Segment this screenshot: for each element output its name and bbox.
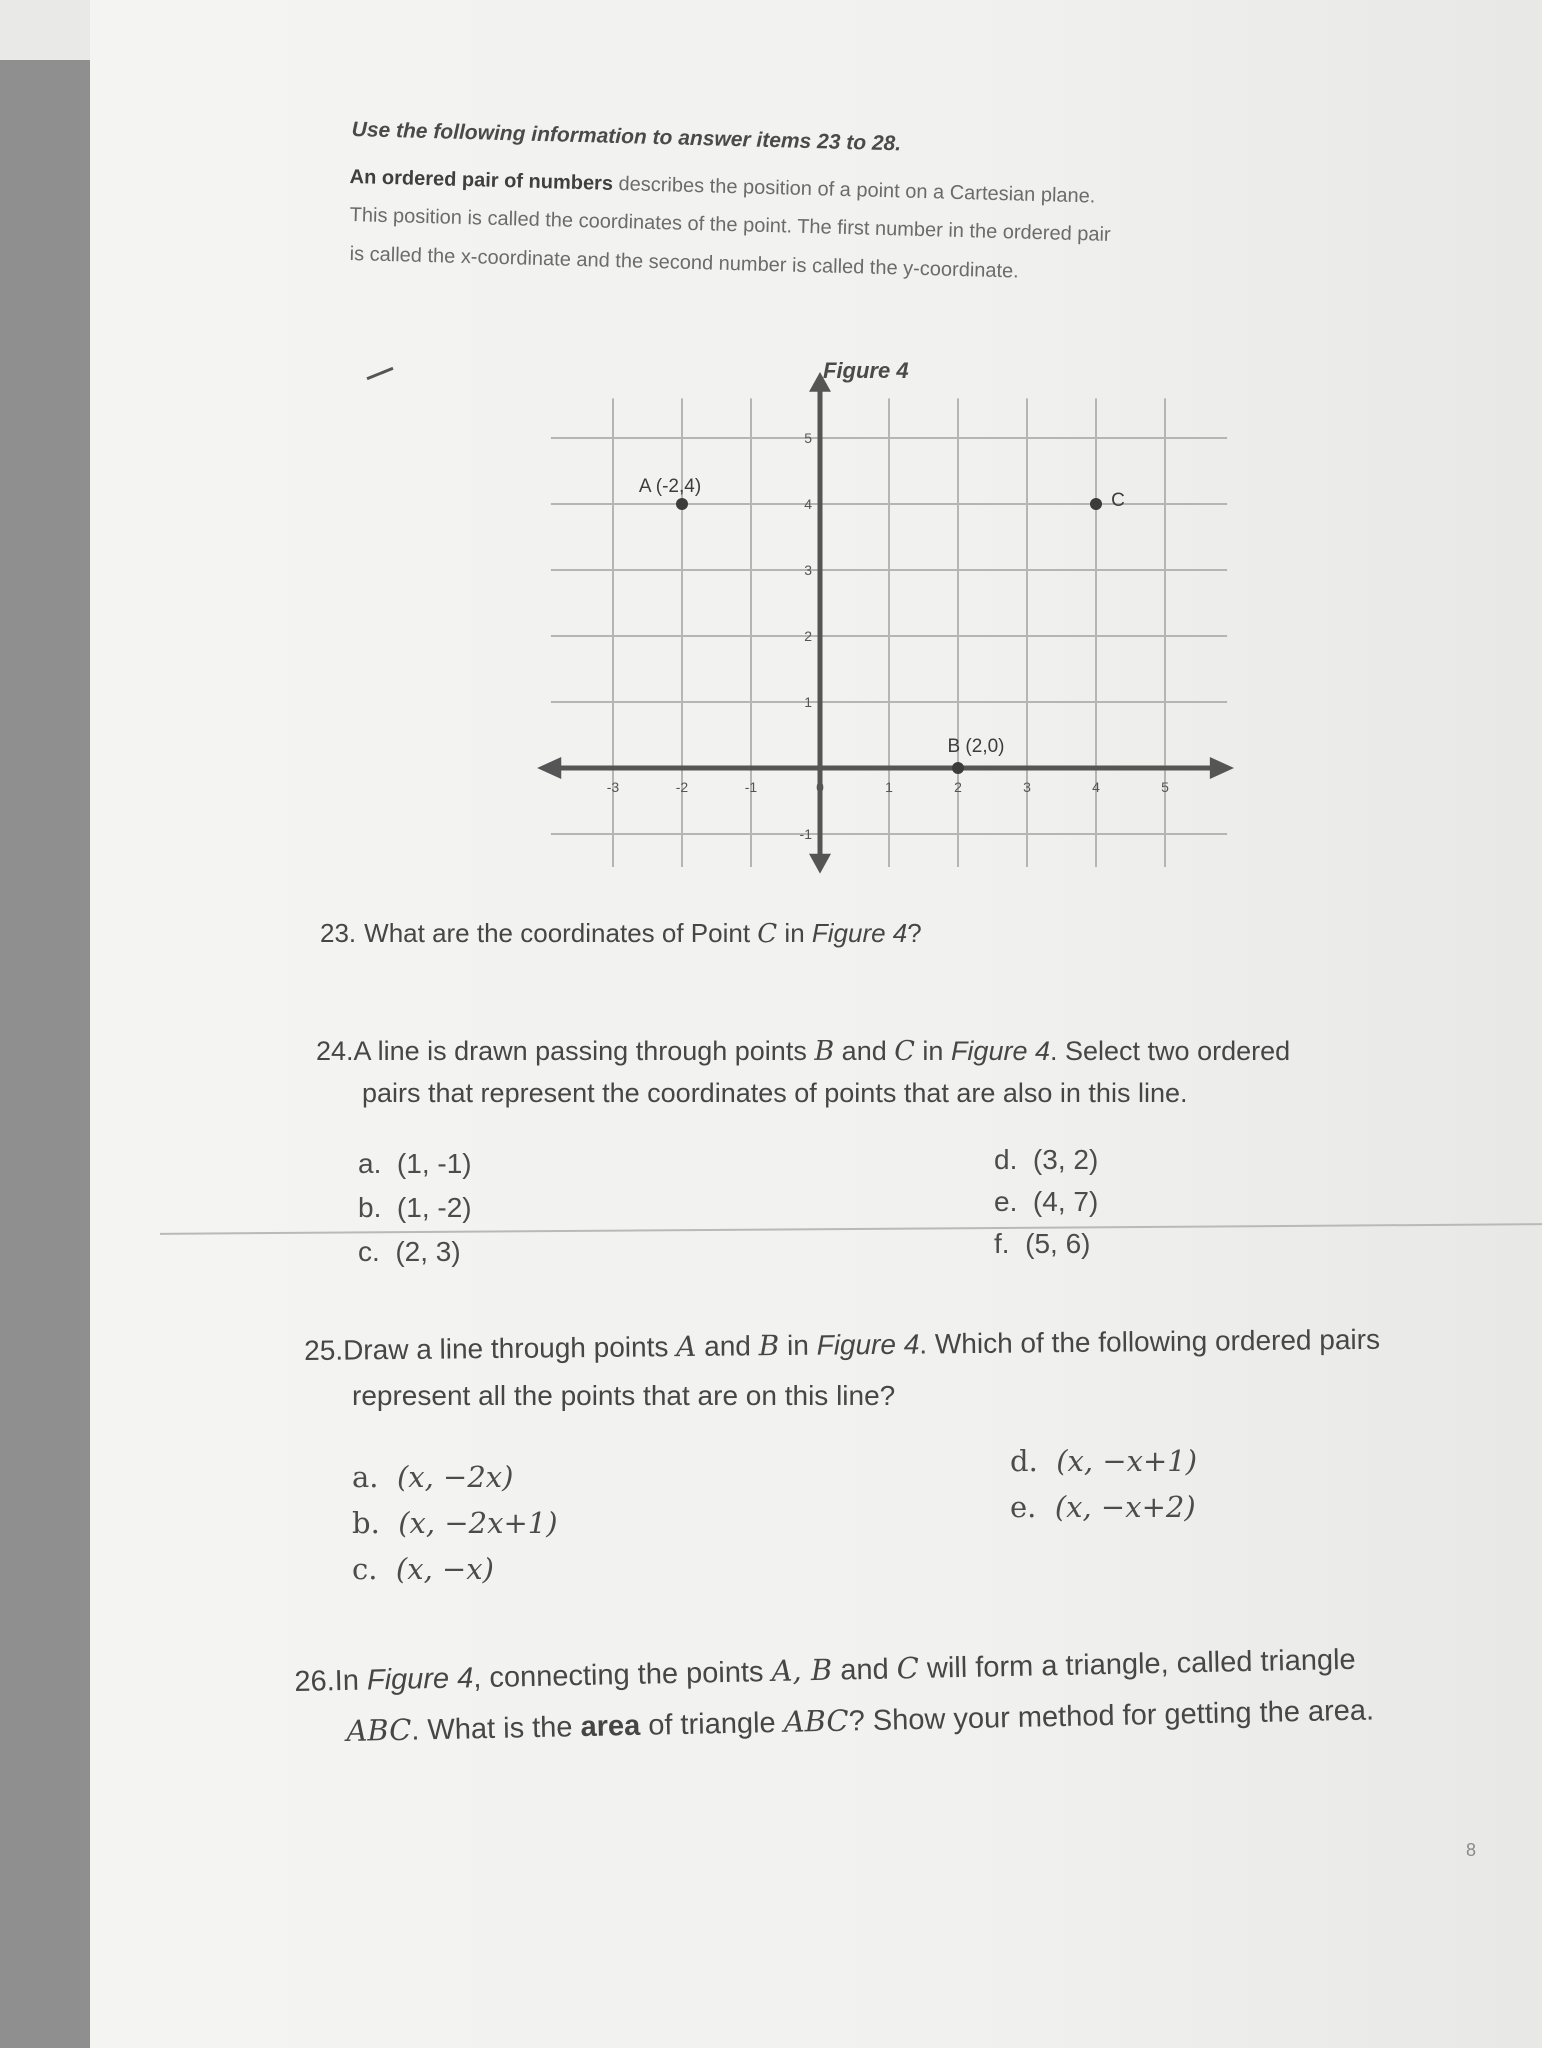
y-tick-label: 2	[804, 628, 812, 644]
x-tick-label: 5	[1161, 779, 1169, 795]
q26-line2b: of triangle	[639, 1706, 784, 1742]
question-26	[294, 1642, 1356, 1699]
option-text: (1, -1)	[396, 1148, 472, 1179]
question-23-number: 23.	[320, 918, 357, 948]
q25-option-d[interactable]	[1010, 1444, 1197, 1478]
q24-in: in	[914, 1036, 951, 1066]
question-24	[316, 1036, 1290, 1067]
q25-post: . Which of the following ordered pairs	[919, 1323, 1381, 1360]
question-24-number: 24.	[316, 1036, 354, 1066]
q23-mid: in	[777, 918, 812, 948]
axes	[537, 372, 1234, 874]
q25-and: and	[696, 1330, 759, 1362]
q25-option-a[interactable]	[352, 1460, 513, 1494]
x-tick-label: -3	[606, 779, 620, 795]
x-tick-label: 1	[885, 779, 893, 795]
q25-option-c[interactable]	[352, 1552, 494, 1586]
y-tick-label: 5	[804, 430, 812, 446]
q24-option-d[interactable]	[994, 1144, 1098, 1176]
option-text: (x, −x+2)	[1054, 1490, 1196, 1524]
option-letter: f.	[994, 1228, 1010, 1259]
y-axis-arrow-down	[809, 854, 831, 874]
intro-bold-term: An ordered pair of numbers	[349, 166, 614, 195]
q24-post: . Select two ordered	[1050, 1036, 1291, 1066]
point-marker	[1090, 498, 1102, 510]
q26-area-term: area	[580, 1709, 641, 1744]
option-letter: d.	[1010, 1444, 1038, 1478]
grid-lines	[551, 398, 1227, 867]
y-tick-label: 4	[804, 496, 812, 512]
x-tick-label: -2	[675, 779, 689, 795]
q26-mid: , connecting the points	[472, 1656, 772, 1695]
option-text: (5, 6)	[1025, 1228, 1091, 1259]
x-tick-labels	[607, 779, 1169, 795]
option-letter: a.	[352, 1460, 379, 1494]
point-label: C	[1111, 490, 1125, 511]
x-tick-label: 3	[1023, 779, 1031, 795]
q26-and: and	[831, 1653, 898, 1687]
q25-in: in	[779, 1329, 817, 1362]
option-text: (x, −x+1)	[1056, 1444, 1198, 1478]
q26-triangle-abc: ABC	[346, 1712, 412, 1748]
question-25	[304, 1323, 1380, 1367]
option-letter: b.	[358, 1192, 382, 1223]
q26-figure-ref: Figure 4	[366, 1662, 474, 1697]
q24-option-e[interactable]	[994, 1186, 1098, 1218]
q26-line2c: ? Show your method for getting the area.	[848, 1694, 1375, 1738]
point-marker	[676, 498, 688, 510]
x-axis-arrow-right	[1210, 757, 1234, 779]
x-tick-label: -1	[744, 779, 758, 795]
x-tick-label: 2	[954, 779, 962, 795]
option-letter: c.	[352, 1552, 378, 1586]
page-number: 8	[1466, 1840, 1477, 1860]
q23-var: C	[757, 919, 778, 949]
figure-title: Figure 4	[823, 358, 909, 383]
option-letter: c.	[358, 1236, 380, 1267]
q24-var-c: C	[894, 1036, 915, 1067]
x-axis-arrow-left	[537, 757, 561, 779]
question-25-line-2: represent all the points that are on this line?	[352, 1380, 896, 1411]
point-label: A (-2,4)	[638, 476, 702, 497]
option-letter: d.	[994, 1144, 1018, 1175]
q24-text: A line is drawn passing through points	[353, 1036, 815, 1066]
option-letter: a.	[358, 1148, 382, 1179]
intro-line-1-rest: describes the position of a point on a Cartesian plane.	[612, 172, 1096, 208]
q25-text: Draw a line through points	[342, 1331, 677, 1366]
option-text: (1, -2)	[396, 1192, 472, 1223]
q26-triangle-abc-2: ABC	[783, 1703, 849, 1739]
x-tick-label: 4	[1092, 779, 1100, 795]
q24-and: and	[834, 1036, 895, 1066]
q24-option-b[interactable]	[358, 1192, 472, 1224]
point-marker	[952, 762, 964, 774]
point-label: B (2,0)	[947, 736, 1005, 757]
q26-post: will form a triangle, called triangle	[918, 1643, 1356, 1685]
question-23	[320, 918, 922, 949]
q26-text: In	[334, 1664, 368, 1698]
q23-text: What are the coordinates of Point	[364, 918, 758, 948]
intro-line-2: This position is called the coordinates of the point. The first number in the ordered pair	[349, 204, 1111, 246]
question-26-number: 26.	[294, 1665, 336, 1698]
question-24-line-2: pairs that represent the coordinates of points that are also in this line.	[362, 1078, 1188, 1108]
option-text: (x, −2x)	[396, 1460, 514, 1494]
q24-figure-ref: Figure 4	[950, 1036, 1050, 1066]
option-text: (x, −x)	[395, 1552, 494, 1586]
q25-option-b[interactable]	[352, 1506, 558, 1540]
q26-line2a: . What is the	[411, 1711, 581, 1747]
q24-var-b: B	[814, 1036, 835, 1067]
option-text: (4, 7)	[1032, 1186, 1099, 1217]
question-25-number: 25.	[304, 1334, 344, 1366]
q24-option-c[interactable]	[358, 1236, 461, 1268]
y-tick-label: 3	[804, 562, 812, 578]
question-26-line-2	[346, 1692, 1374, 1749]
y-tick-label: 1	[804, 694, 812, 710]
y-tick-label: -1	[799, 826, 812, 842]
q25-var-a: A	[675, 1329, 697, 1364]
q25-option-e[interactable]	[1010, 1490, 1196, 1524]
option-letter: b.	[352, 1506, 380, 1540]
x-tick-label: 0	[816, 779, 824, 795]
q26-vars: A, B	[771, 1652, 833, 1688]
option-letter: e.	[1010, 1490, 1037, 1524]
intro-line-3: is called the x-coordinate and the second number is called the y-coordinate.	[349, 243, 1020, 283]
intro-line-1	[349, 166, 1095, 209]
q24-option-a[interactable]	[358, 1148, 472, 1180]
intro-heading: Use the following information to answer items 23 to 28.	[351, 118, 902, 156]
q26-var-c: C	[896, 1650, 920, 1686]
q24-option-f[interactable]	[994, 1228, 1090, 1260]
q23-post: ?	[907, 918, 922, 948]
q23-figure-ref: Figure 4	[811, 918, 908, 948]
option-letter: e.	[994, 1186, 1018, 1217]
option-text: (2, 3)	[395, 1236, 461, 1267]
q25-var-b: B	[758, 1329, 780, 1363]
plotted-points	[639, 476, 1125, 774]
q25-figure-ref: Figure 4	[816, 1328, 920, 1361]
option-text: (x, −2x+1)	[398, 1506, 558, 1540]
option-text: (3, 2)	[1032, 1144, 1099, 1175]
